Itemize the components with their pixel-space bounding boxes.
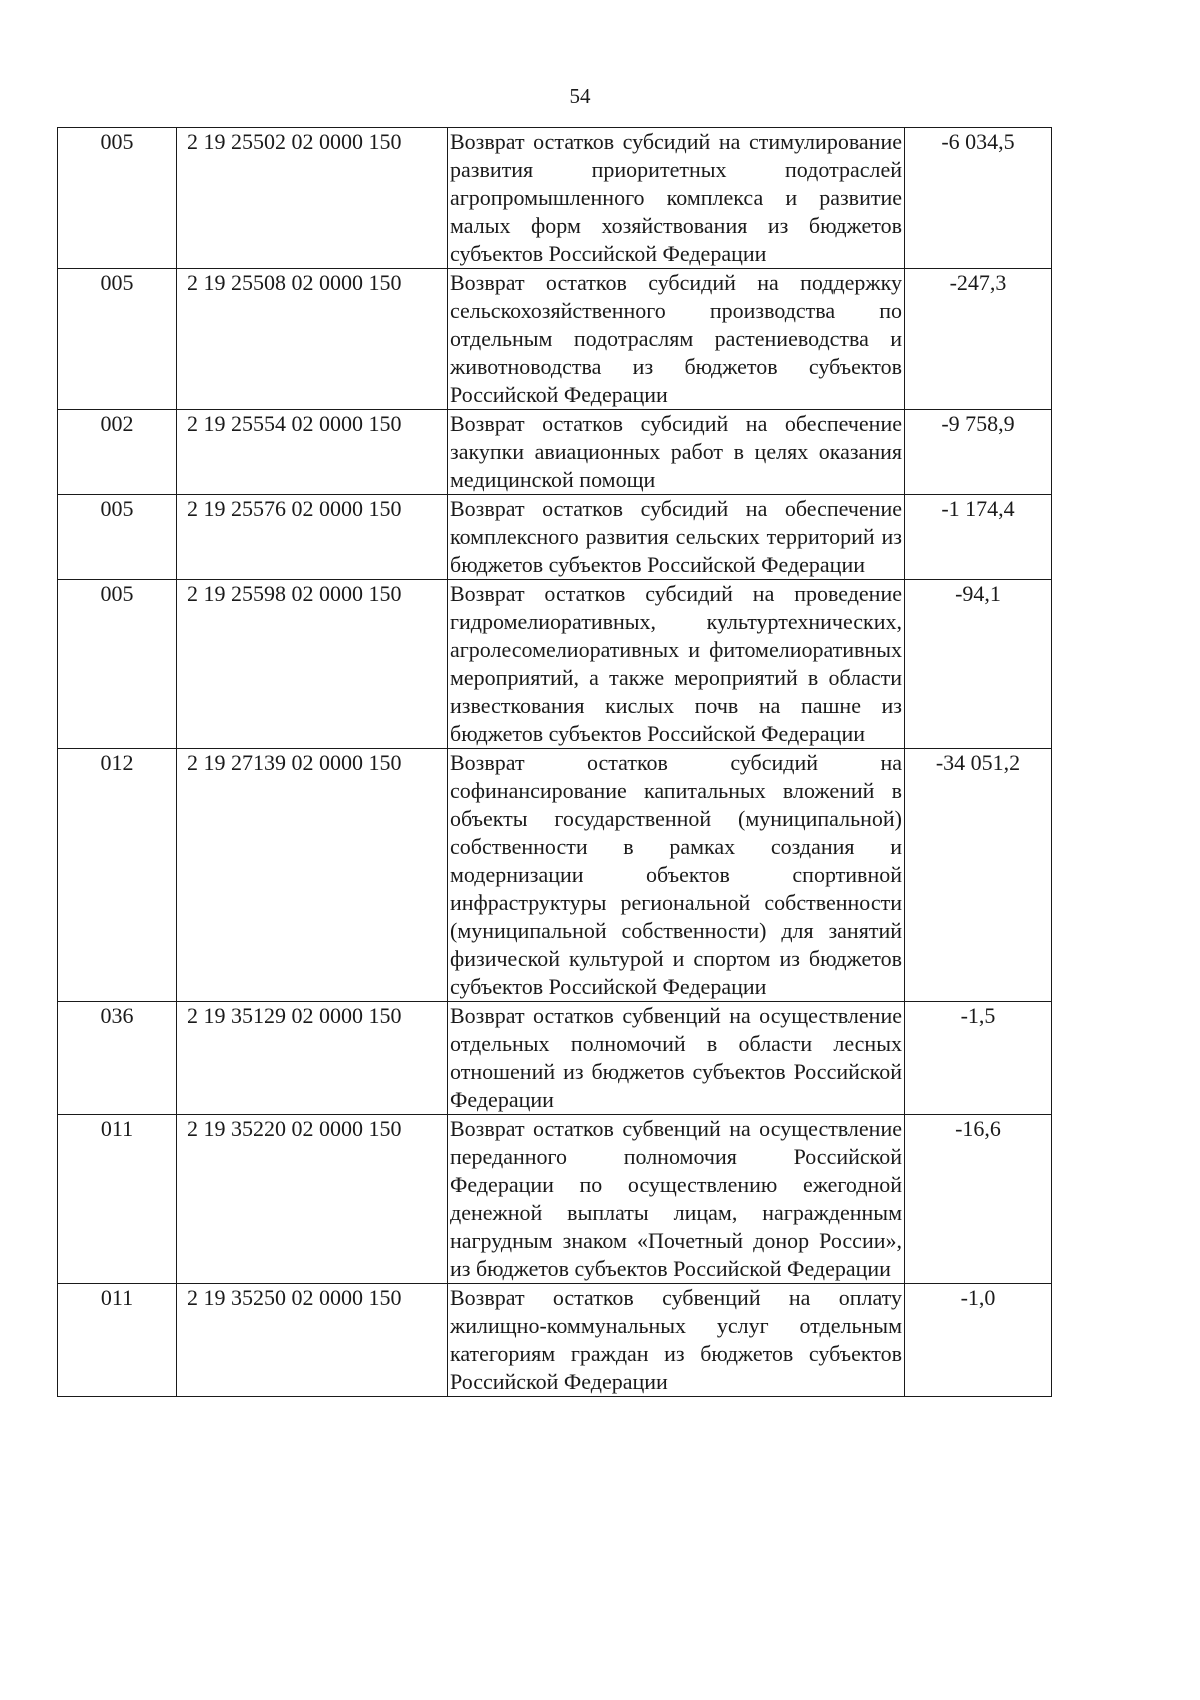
name-cell: Возврат остатков субсидий на софинансирование капитальных вложений в объекты государственной (муниципальной) собственности в рамках создания и модернизации объектов спортивной инфраструктуры региональной собственности (муниципальной собственности) для занятий физической культурой и спортом из бюджетов субъектов Российской Федерации <box>448 749 905 1002</box>
page-number: 54 <box>569 84 591 108</box>
admin-code-cell: 005 <box>58 128 177 269</box>
table-row <box>58 495 1052 580</box>
sum-cell: -1,5 <box>905 1002 1052 1115</box>
budget-code-cell: 2 19 25598 02 0000 150 <box>177 580 448 749</box>
admin-code-cell: 005 <box>58 495 177 580</box>
budget-code-cell: 2 19 35129 02 0000 150 <box>177 1002 448 1115</box>
admin-code-cell: 002 <box>58 410 177 495</box>
table-row <box>58 269 1052 410</box>
name-cell: Возврат остатков субвенций на оплату жилищно-коммунальных услуг отдельным категориям граждан из бюджетов субъектов Российской Федерации <box>448 1284 905 1397</box>
budget-code-cell: 2 19 25554 02 0000 150 <box>177 410 448 495</box>
sum-cell: -247,3 <box>905 269 1052 410</box>
sum-cell: -34 051,2 <box>905 749 1052 1002</box>
admin-code-cell: 036 <box>58 1002 177 1115</box>
sum-cell: -16,6 <box>905 1115 1052 1284</box>
budget-table <box>57 127 1052 1397</box>
name-cell: Возврат остатков субвенций на осуществление отдельных полномочий в области лесных отношений из бюджетов субъектов Российской Федерации <box>448 1002 905 1115</box>
table-row <box>58 1002 1052 1115</box>
sum-cell: -6 034,5 <box>905 128 1052 269</box>
budget-code-cell: 2 19 25508 02 0000 150 <box>177 269 448 410</box>
table-row <box>58 1284 1052 1397</box>
table-row <box>58 580 1052 749</box>
budget-code-cell: 2 19 25502 02 0000 150 <box>177 128 448 269</box>
sum-cell: -1,0 <box>905 1284 1052 1397</box>
budget-code-cell: 2 19 27139 02 0000 150 <box>177 749 448 1002</box>
name-cell: Возврат остатков субсидий на обеспечение закупки авиационных работ в целях оказания медицинской помощи <box>448 410 905 495</box>
admin-code-cell: 005 <box>58 269 177 410</box>
admin-code-cell: 005 <box>58 580 177 749</box>
budget-code-cell: 2 19 35250 02 0000 150 <box>177 1284 448 1397</box>
name-cell: Возврат остатков субсидий на проведение гидромелиоративных, культуртехнических, агролесомелиоративных и фитомелиоративных мероприятий, а также мероприятий в области известкования кислых почв на пашне из бюджетов субъектов Российской Федерации <box>448 580 905 749</box>
sum-cell: -94,1 <box>905 580 1052 749</box>
name-cell: Возврат остатков субсидий на поддержку сельскохозяйственного производства по отдельным подотраслям растениеводства и животноводства из бюджетов субъектов Российской Федерации <box>448 269 905 410</box>
admin-code-cell: 011 <box>58 1284 177 1397</box>
sum-cell: -1 174,4 <box>905 495 1052 580</box>
table-row <box>58 749 1052 1002</box>
admin-code-cell: 011 <box>58 1115 177 1284</box>
admin-code-cell: 012 <box>58 749 177 1002</box>
budget-code-cell: 2 19 35220 02 0000 150 <box>177 1115 448 1284</box>
name-cell: Возврат остатков субсидий на стимулирование развития приоритетных подотраслей агропромышленного комплекса и развитие малых форм хозяйствования из бюджетов субъектов Российской Федерации <box>448 128 905 269</box>
name-cell: Возврат остатков субвенций на осуществление переданного полномочия Российской Федерации по осуществлению ежегодной денежной выплаты лицам, награжденным нагрудным знаком «Почетный донор России», из бюджетов субъектов Российской Федерации <box>448 1115 905 1284</box>
name-cell: Возврат остатков субсидий на обеспечение комплексного развития сельских территорий из бюджетов субъектов Российской Федерации <box>448 495 905 580</box>
table-row <box>58 1115 1052 1284</box>
table-row <box>58 128 1052 269</box>
sum-cell: -9 758,9 <box>905 410 1052 495</box>
budget-code-cell: 2 19 25576 02 0000 150 <box>177 495 448 580</box>
table-row <box>58 410 1052 495</box>
